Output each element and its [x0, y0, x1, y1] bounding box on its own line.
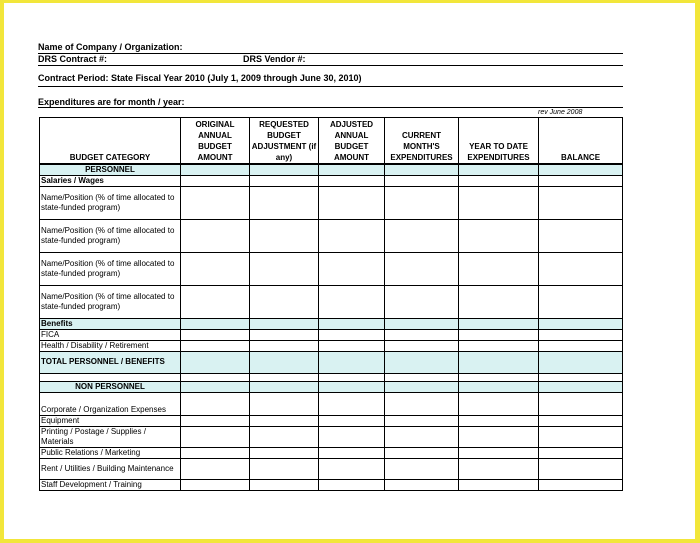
table-cell[interactable] — [385, 318, 459, 329]
row-label: TOTAL PERSONNEL / BENEFITS — [40, 351, 181, 373]
table-cell[interactable] — [181, 219, 250, 252]
table-cell[interactable] — [385, 175, 459, 186]
table-cell[interactable] — [539, 164, 623, 176]
vendor-label: DRS Vendor #: — [243, 54, 306, 64]
table-cell[interactable] — [319, 426, 385, 447]
table-cell[interactable] — [539, 373, 623, 381]
table-cell[interactable] — [539, 479, 623, 490]
table-cell[interactable] — [385, 285, 459, 318]
table-cell[interactable] — [539, 329, 623, 340]
table-cell[interactable] — [459, 415, 539, 426]
row-label: Salaries / Wages — [40, 175, 181, 186]
table-row — [40, 447, 623, 458]
table-row — [40, 351, 623, 373]
company-line — [38, 53, 623, 54]
row-label: Equipment — [40, 415, 181, 426]
table-cell[interactable] — [539, 415, 623, 426]
table-row — [40, 392, 623, 415]
table-cell[interactable] — [319, 415, 385, 426]
row-label: Corporate / Organization Expenses — [40, 392, 181, 415]
table-cell[interactable] — [459, 351, 539, 373]
table-cell[interactable] — [539, 381, 623, 392]
table-cell[interactable] — [385, 479, 459, 490]
contract-period: Contract Period: State Fiscal Year 2010 (July 1, 2009 through June 30, 2010) — [38, 73, 362, 83]
table-cell[interactable] — [181, 340, 250, 351]
row-label: FICA — [40, 329, 181, 340]
table-cell[interactable] — [250, 340, 319, 351]
expenditures-line — [38, 107, 623, 108]
table-cell[interactable] — [539, 426, 623, 447]
table-row — [40, 285, 623, 318]
table-cell[interactable] — [385, 186, 459, 219]
header-row — [40, 118, 623, 164]
table-cell[interactable] — [459, 381, 539, 392]
form-page — [4, 3, 695, 539]
table-cell[interactable] — [181, 392, 250, 415]
table-cell[interactable] — [539, 252, 623, 285]
table-cell[interactable] — [385, 252, 459, 285]
table-row — [40, 164, 623, 176]
table-cell[interactable] — [385, 392, 459, 415]
row-label: NON PERSONNEL — [40, 381, 181, 392]
header-balance: BALANCE — [539, 118, 623, 164]
table-cell[interactable] — [181, 373, 250, 381]
row-label: Name/Position (% of time allocated to state-funded program) — [40, 252, 181, 285]
table-cell[interactable] — [539, 318, 623, 329]
table-cell[interactable] — [459, 329, 539, 340]
table-cell[interactable] — [250, 479, 319, 490]
table-cell[interactable] — [319, 175, 385, 186]
table-cell[interactable] — [385, 447, 459, 458]
table-cell[interactable] — [459, 458, 539, 479]
table-cell[interactable] — [459, 252, 539, 285]
table-cell[interactable] — [181, 447, 250, 458]
table-cell[interactable] — [181, 318, 250, 329]
table-cell[interactable] — [319, 479, 385, 490]
table-cell[interactable] — [459, 219, 539, 252]
table-cell[interactable] — [319, 447, 385, 458]
company-label: Name of Company / Organization: — [38, 42, 183, 52]
row-label: Benefits — [40, 318, 181, 329]
table-row — [40, 381, 623, 392]
table-cell[interactable] — [181, 426, 250, 447]
table-row — [40, 458, 623, 479]
table-cell[interactable] — [385, 219, 459, 252]
table-cell[interactable] — [319, 351, 385, 373]
table-cell[interactable] — [385, 340, 459, 351]
table-cell[interactable] — [539, 351, 623, 373]
table-cell[interactable] — [459, 285, 539, 318]
table-row — [40, 340, 623, 351]
table-cell[interactable] — [319, 219, 385, 252]
table-cell[interactable] — [385, 458, 459, 479]
table-row — [40, 373, 623, 381]
table-cell[interactable] — [319, 381, 385, 392]
revision-note: rev June 2008 — [538, 109, 583, 116]
table-cell[interactable] — [181, 479, 250, 490]
table-cell[interactable] — [459, 426, 539, 447]
table-row — [40, 329, 623, 340]
table-row — [40, 318, 623, 329]
table-cell[interactable] — [250, 392, 319, 415]
table-cell[interactable] — [181, 351, 250, 373]
contract-label: DRS Contract #: — [38, 54, 108, 64]
header-adjusted-budget: ADJUSTED ANNUAL BUDGET AMOUNT — [319, 118, 385, 164]
table-cell[interactable] — [539, 175, 623, 186]
period-line — [38, 86, 623, 87]
contract-line — [38, 65, 623, 66]
table-cell[interactable] — [459, 164, 539, 176]
header-original-budget: ORIGINAL ANNUAL BUDGET AMOUNT — [181, 118, 250, 164]
table-row — [40, 219, 623, 252]
table-cell[interactable] — [539, 219, 623, 252]
table-cell[interactable] — [250, 447, 319, 458]
table-cell[interactable] — [459, 479, 539, 490]
table-cell[interactable] — [385, 381, 459, 392]
table-cell[interactable] — [319, 164, 385, 176]
table-cell[interactable] — [250, 164, 319, 176]
row-label: Health / Disability / Retirement — [40, 340, 181, 351]
table-cell[interactable] — [319, 329, 385, 340]
table-row — [40, 426, 623, 447]
budget-table — [39, 117, 623, 491]
table-cell[interactable] — [250, 285, 319, 318]
table-cell[interactable] — [181, 329, 250, 340]
expenditures-label: Expenditures are for month / year: — [38, 97, 185, 107]
table-cell[interactable] — [539, 447, 623, 458]
table-cell[interactable] — [459, 340, 539, 351]
table-cell[interactable] — [539, 458, 623, 479]
table-cell[interactable] — [250, 381, 319, 392]
header-requested-adjustment: REQUESTED BUDGET ADJUSTMENT (if any) — [250, 118, 319, 164]
table-cell[interactable] — [250, 415, 319, 426]
table-cell[interactable] — [459, 318, 539, 329]
table-cell[interactable] — [385, 164, 459, 176]
table-cell[interactable] — [539, 285, 623, 318]
table-cell[interactable] — [250, 458, 319, 479]
table-cell[interactable] — [181, 186, 250, 219]
table-cell[interactable] — [319, 373, 385, 381]
table-cell[interactable] — [459, 447, 539, 458]
table-cell[interactable] — [181, 381, 250, 392]
table-cell[interactable] — [385, 329, 459, 340]
table-cell[interactable] — [181, 164, 250, 176]
table-cell[interactable] — [319, 392, 385, 415]
table-cell[interactable] — [385, 373, 459, 381]
table-cell[interactable] — [250, 329, 319, 340]
table-cell[interactable] — [319, 340, 385, 351]
table-cell[interactable] — [459, 175, 539, 186]
table-cell[interactable] — [385, 415, 459, 426]
table-cell[interactable] — [181, 458, 250, 479]
table-row — [40, 175, 623, 186]
row-label: Staff Development / Training — [40, 479, 181, 490]
table-cell[interactable] — [385, 426, 459, 447]
header-budget-category: BUDGET CATEGORY — [40, 118, 181, 164]
table-cell[interactable] — [319, 252, 385, 285]
row-label: Name/Position (% of time allocated to state-funded program) — [40, 186, 181, 219]
table-cell[interactable] — [319, 458, 385, 479]
table-cell[interactable] — [319, 186, 385, 219]
table-cell[interactable] — [181, 415, 250, 426]
table-cell[interactable] — [459, 373, 539, 381]
table-cell[interactable] — [250, 318, 319, 329]
row-label: Rent / Utilities / Building Maintenance — [40, 458, 181, 479]
table-cell[interactable] — [539, 186, 623, 219]
table-cell[interactable] — [250, 186, 319, 219]
table-cell[interactable] — [319, 318, 385, 329]
table-cell[interactable] — [250, 219, 319, 252]
table-cell[interactable] — [250, 175, 319, 186]
table-row — [40, 479, 623, 490]
row-label: Public Relations / Marketing — [40, 447, 181, 458]
table-row — [40, 415, 623, 426]
table-cell[interactable] — [250, 351, 319, 373]
table-cell[interactable] — [459, 392, 539, 415]
row-label: Printing / Postage / Supplies / Materials — [40, 426, 181, 447]
row-label: PERSONNEL — [40, 164, 181, 176]
table-row — [40, 186, 623, 219]
header-year-to-date: YEAR TO DATE EXPENDITURES — [459, 118, 539, 164]
table-cell[interactable] — [250, 373, 319, 381]
table-cell[interactable] — [181, 175, 250, 186]
table-cell[interactable] — [181, 252, 250, 285]
row-label: Name/Position (% of time allocated to state-funded program) — [40, 219, 181, 252]
header-current-month: CURRENT MONTH'S EXPENDITURES — [385, 118, 459, 164]
spacer-cell — [40, 373, 181, 381]
table-row — [40, 252, 623, 285]
table-cell[interactable] — [319, 285, 385, 318]
table-cell[interactable] — [385, 351, 459, 373]
table-cell[interactable] — [250, 426, 319, 447]
table-cell[interactable] — [459, 186, 539, 219]
table-cell[interactable] — [250, 252, 319, 285]
table-cell[interactable] — [539, 392, 623, 415]
row-label: Name/Position (% of time allocated to state-funded program) — [40, 285, 181, 318]
table-cell[interactable] — [181, 285, 250, 318]
table-cell[interactable] — [539, 340, 623, 351]
